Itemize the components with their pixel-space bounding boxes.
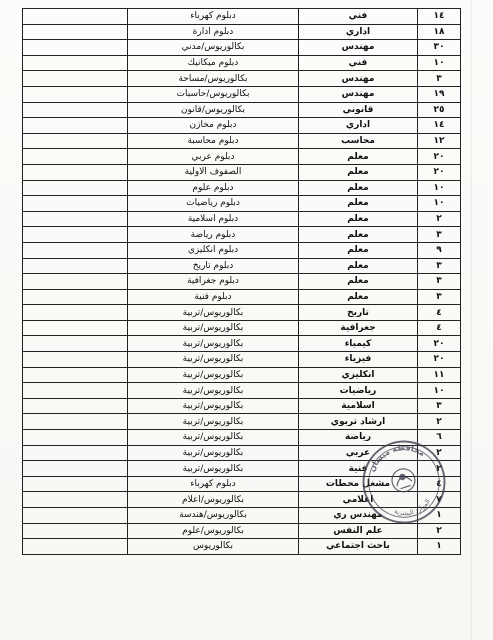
table-row xyxy=(23,9,461,25)
qualification-cell: بكالوريوس/مدني xyxy=(128,40,299,56)
blank-cell xyxy=(23,523,128,539)
count-cell: ٣ xyxy=(418,274,461,290)
table-row xyxy=(23,414,461,430)
qualification-cell: الصفوف الاولية xyxy=(128,164,299,180)
count-cell: ١٤ xyxy=(418,9,461,25)
table-row xyxy=(23,40,461,56)
table-row xyxy=(23,305,461,321)
count-cell: ٢ xyxy=(418,523,461,539)
count-cell: ٧ xyxy=(418,492,461,508)
qualification-cell: بكالوريوس/تربية xyxy=(128,320,299,336)
table-row xyxy=(23,274,461,290)
qualification-cell: دبلوم تاريخ xyxy=(128,258,299,274)
table-row xyxy=(23,352,461,368)
table-row xyxy=(23,133,461,149)
table-row xyxy=(23,149,461,165)
count-cell: ٣ xyxy=(418,71,461,87)
qualification-cell: دبلوم كهرباء xyxy=(128,476,299,492)
blank-cell xyxy=(23,102,128,118)
table-row xyxy=(23,71,461,87)
specialty-cell: مهندس xyxy=(299,71,418,87)
table-row xyxy=(23,539,461,555)
table-row xyxy=(23,336,461,352)
count-cell: ٢ xyxy=(418,414,461,430)
page-edge-shadow xyxy=(470,0,472,640)
count-cell: ١ xyxy=(418,508,461,524)
table-row xyxy=(23,367,461,383)
specialty-cell: علم النفس xyxy=(299,523,418,539)
qualification-cell: بكالوريوس xyxy=(128,539,299,555)
blank-cell xyxy=(23,320,128,336)
qualification-cell: بكالوريوس/هندسة xyxy=(128,508,299,524)
table-row xyxy=(23,180,461,196)
specialty-cell: معلم xyxy=(299,274,418,290)
qualification-cell: بكالوريوس/تربية xyxy=(128,430,299,446)
count-cell: ٢ xyxy=(418,211,461,227)
count-cell: ٢ xyxy=(418,461,461,477)
count-cell: ١٤ xyxy=(418,118,461,134)
qualification-cell: بكالوريوس/تربية xyxy=(128,398,299,414)
table-row xyxy=(23,118,461,134)
count-cell: ٦ xyxy=(418,430,461,446)
specialty-cell: اداري xyxy=(299,24,418,40)
specialty-cell: فنية xyxy=(299,461,418,477)
specialty-cell: جغرافية xyxy=(299,320,418,336)
specialty-cell: معلم xyxy=(299,242,418,258)
blank-cell xyxy=(23,508,128,524)
table-row xyxy=(23,86,461,102)
count-cell: ١٠ xyxy=(418,180,461,196)
blank-cell xyxy=(23,24,128,40)
blank-cell xyxy=(23,9,128,25)
table-row xyxy=(23,55,461,71)
blank-cell xyxy=(23,336,128,352)
qualification-cell: بكالوريوس/تربية xyxy=(128,383,299,399)
specialty-cell: كيمياء xyxy=(299,336,418,352)
count-cell: ١ xyxy=(418,539,461,555)
table-row xyxy=(23,211,461,227)
qualification-cell: بكالوريوس/قانون xyxy=(128,102,299,118)
qualification-cell: بكالوريوس/تربية xyxy=(128,352,299,368)
blank-cell xyxy=(23,211,128,227)
count-cell: ٣ xyxy=(418,289,461,305)
count-cell: ١٠ xyxy=(418,55,461,71)
count-cell: ٤ xyxy=(418,320,461,336)
qualification-cell: بكالوريوس/حاسبات xyxy=(128,86,299,102)
count-cell: ٣ xyxy=(418,258,461,274)
qualification-cell: دبلوم ادارة xyxy=(128,24,299,40)
specialty-cell: تاريخ xyxy=(299,305,418,321)
blank-cell xyxy=(23,71,128,87)
qualification-cell: بكالوريوس/تربية xyxy=(128,445,299,461)
blank-cell xyxy=(23,118,128,134)
qualification-cell: دبلوم رياضيات xyxy=(128,196,299,212)
specialty-cell: مهندس xyxy=(299,86,418,102)
qualification-cell: دبلوم رياضة xyxy=(128,227,299,243)
qualification-cell: دبلوم محاسبة xyxy=(128,133,299,149)
qualification-cell: دبلوم عربي xyxy=(128,149,299,165)
specialty-cell: معلم xyxy=(299,180,418,196)
blank-cell xyxy=(23,289,128,305)
qualification-cell: دبلوم علوم xyxy=(128,180,299,196)
qualification-cell: دبلوم انكليزي xyxy=(128,242,299,258)
specialty-cell: محاسب xyxy=(299,133,418,149)
blank-cell xyxy=(23,398,128,414)
blank-cell xyxy=(23,414,128,430)
specialty-cell: مهندس ري xyxy=(299,508,418,524)
blank-cell xyxy=(23,180,128,196)
qualification-cell: بكالوريوس/تربية xyxy=(128,305,299,321)
blank-cell xyxy=(23,133,128,149)
count-cell: ٢٠ xyxy=(418,149,461,165)
blank-cell xyxy=(23,430,128,446)
blank-cell xyxy=(23,196,128,212)
count-cell: ٩ xyxy=(418,242,461,258)
qualification-cell: دبلوم مخازن xyxy=(128,118,299,134)
specialty-cell: فيزياء xyxy=(299,352,418,368)
qualification-cell: دبلوم فنية xyxy=(128,289,299,305)
blank-cell xyxy=(23,242,128,258)
qualification-cell: بكالوريوس/اعلام xyxy=(128,492,299,508)
table-row xyxy=(23,24,461,40)
specialty-cell: مشغل محطات xyxy=(299,476,418,492)
qualification-cell: بكالوريوس/علوم xyxy=(128,523,299,539)
blank-cell xyxy=(23,258,128,274)
specialty-cell: معلم xyxy=(299,227,418,243)
blank-cell xyxy=(23,476,128,492)
count-cell: ١٠ xyxy=(418,196,461,212)
blank-cell xyxy=(23,539,128,555)
table-row xyxy=(23,398,461,414)
blank-cell xyxy=(23,227,128,243)
table-row xyxy=(23,320,461,336)
table-row xyxy=(23,102,461,118)
specialty-cell: اعلامي xyxy=(299,492,418,508)
specialty-cell: انكليزي xyxy=(299,367,418,383)
specialty-cell: عربي xyxy=(299,445,418,461)
specialty-cell: ارشاد تربوي xyxy=(299,414,418,430)
count-cell: ٣ xyxy=(418,227,461,243)
specialty-cell: اداري xyxy=(299,118,418,134)
count-cell: ١٠ xyxy=(418,383,461,399)
count-cell: ٣ xyxy=(418,398,461,414)
qualification-cell: بكالوريوس/تربية xyxy=(128,367,299,383)
specialty-cell: مهندس xyxy=(299,40,418,56)
count-cell: ٢٠ xyxy=(418,164,461,180)
specialty-cell: اسلامية xyxy=(299,398,418,414)
count-cell: ١٩ xyxy=(418,86,461,102)
blank-cell xyxy=(23,164,128,180)
count-cell: ١١ xyxy=(418,367,461,383)
count-cell: ٤ xyxy=(418,476,461,492)
count-cell: ٢ xyxy=(418,445,461,461)
qualification-cell: دبلوم اسلامية xyxy=(128,211,299,227)
count-cell: ٢٠ xyxy=(418,336,461,352)
stamp-emblem-icon xyxy=(389,466,418,495)
count-cell: ٢٠ xyxy=(418,352,461,368)
qualification-cell: بكالوريوس/تربية xyxy=(128,414,299,430)
count-cell: ٢٥ xyxy=(418,102,461,118)
blank-cell xyxy=(23,367,128,383)
qualification-cell: بكالوريوس/تربية xyxy=(128,461,299,477)
specialty-cell: معلم xyxy=(299,258,418,274)
blank-cell xyxy=(23,383,128,399)
blank-cell xyxy=(23,305,128,321)
stamp-bottom-text: الموارد البشرية xyxy=(393,497,432,518)
blank-cell xyxy=(23,55,128,71)
blank-cell xyxy=(23,40,128,56)
specialty-cell: معلم xyxy=(299,149,418,165)
stamp-top-text: محافظة ميسان xyxy=(367,443,427,474)
specialty-cell: معلم xyxy=(299,164,418,180)
count-cell: ١٢ xyxy=(418,133,461,149)
table-row xyxy=(23,258,461,274)
specialty-cell: فني xyxy=(299,9,418,25)
table-row xyxy=(23,242,461,258)
table-row xyxy=(23,383,461,399)
specialty-cell: معلم xyxy=(299,211,418,227)
specialty-cell: باحث اجتماعي xyxy=(299,539,418,555)
blank-cell xyxy=(23,461,128,477)
blank-cell xyxy=(23,86,128,102)
count-cell: ١٨ xyxy=(418,24,461,40)
specialty-cell: رياضة xyxy=(299,430,418,446)
qualification-cell: دبلوم جغرافية xyxy=(128,274,299,290)
table-row xyxy=(23,289,461,305)
qualification-cell: دبلوم كهرباء xyxy=(128,9,299,25)
count-cell: ٣٠ xyxy=(418,40,461,56)
blank-cell xyxy=(23,445,128,461)
specialty-cell: فني xyxy=(299,55,418,71)
count-cell: ٤ xyxy=(418,305,461,321)
blank-cell xyxy=(23,149,128,165)
table-row xyxy=(23,164,461,180)
qualification-cell: بكالوريوس/تربية xyxy=(128,336,299,352)
qualification-cell: دبلوم ميكانيك xyxy=(128,55,299,71)
qualification-cell: بكالوريوس/مساحة xyxy=(128,71,299,87)
table-row xyxy=(23,227,461,243)
specialty-cell: رياضيات xyxy=(299,383,418,399)
blank-cell xyxy=(23,352,128,368)
specialty-cell: معلم xyxy=(299,289,418,305)
specialty-cell: معلم xyxy=(299,196,418,212)
blank-cell xyxy=(23,492,128,508)
table-row xyxy=(23,196,461,212)
specialty-cell: قانوني xyxy=(299,102,418,118)
blank-cell xyxy=(23,274,128,290)
